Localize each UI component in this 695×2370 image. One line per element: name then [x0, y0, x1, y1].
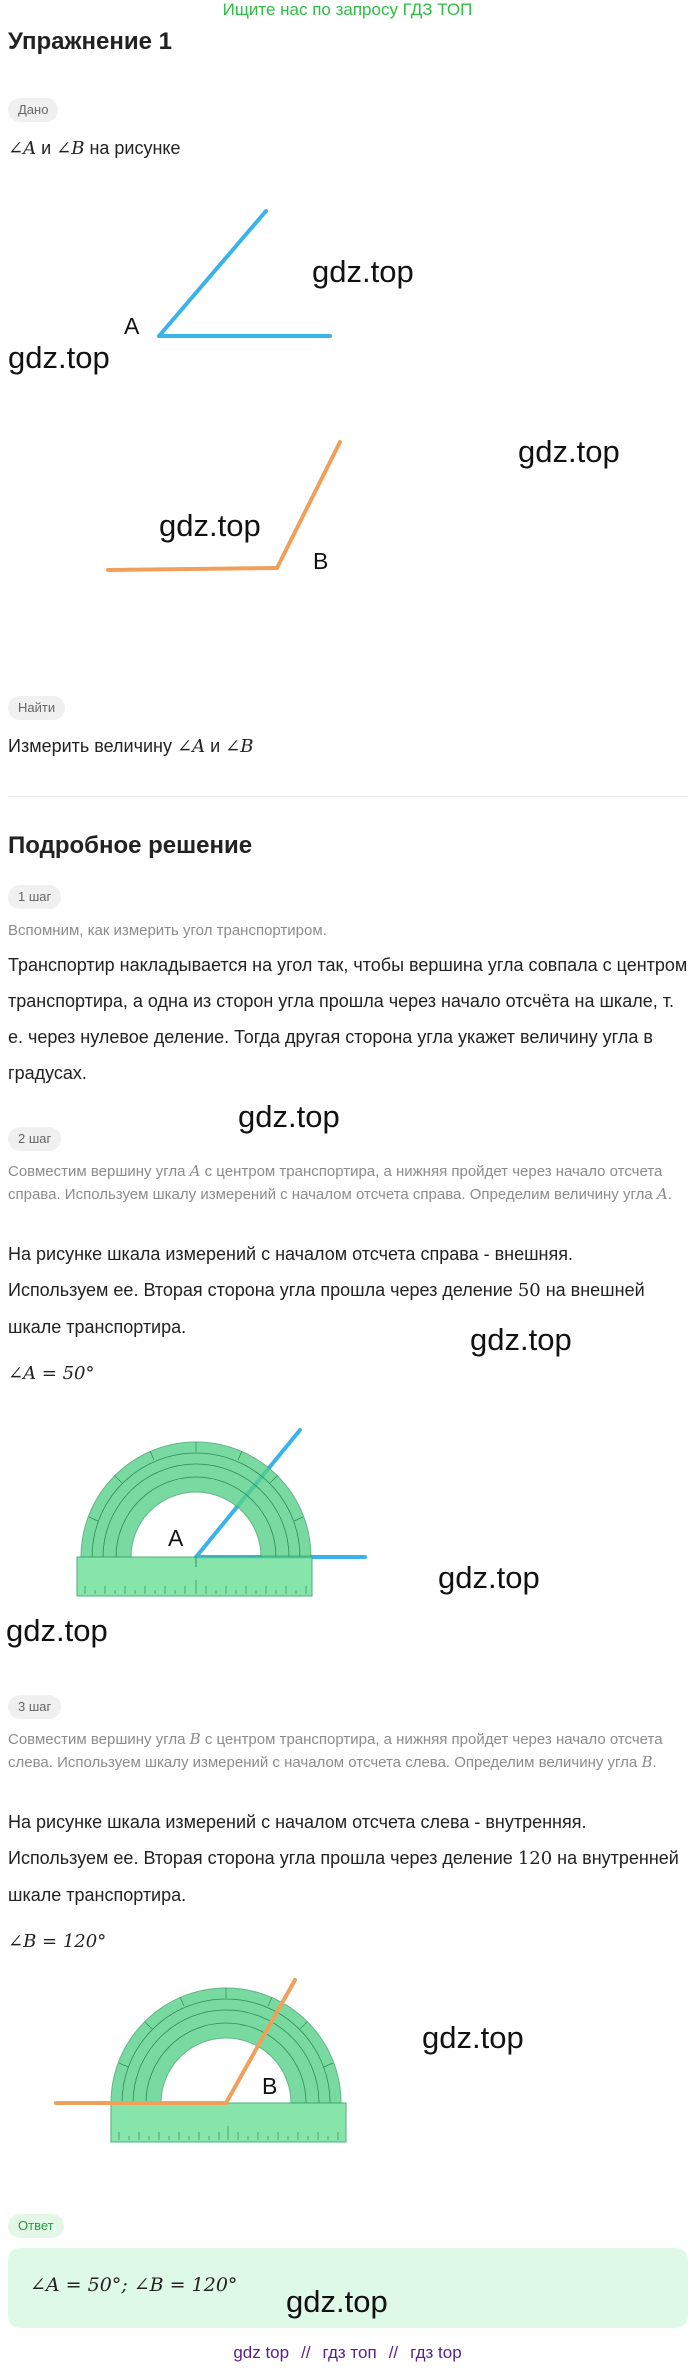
- watermark: gdz.top: [422, 2020, 524, 2055]
- angle-a-symbol: A: [189, 1162, 201, 1180]
- footer-link-gdz-top[interactable]: gdz top: [233, 2343, 290, 2362]
- angle-b-symbol: ∠B: [56, 138, 85, 159]
- step-3-result: ∠B = 120°: [8, 1931, 107, 1952]
- find-chip: Найти: [8, 696, 65, 720]
- angle-a-symbol: ∠A: [176, 736, 206, 757]
- step-2-body: [8, 1236, 688, 1345]
- step-1-hint: Вспомним, как измерить угол транспортиром.: [8, 922, 327, 939]
- section-divider: [8, 796, 688, 797]
- angle-b-symbol: B: [189, 1730, 201, 1748]
- watermark: gdz.top: [518, 434, 620, 469]
- top-search-link[interactable]: Ищите нас по запросу ГДЗ ТОП: [222, 0, 473, 19]
- footer-separator: //: [388, 2343, 399, 2362]
- watermark: gdz.top: [238, 1099, 340, 1134]
- step-3-value: 120: [517, 1848, 553, 1869]
- given-text: [8, 130, 181, 167]
- step-2-body-line: [8, 1272, 688, 1345]
- angle-a-label: A: [124, 313, 140, 339]
- step-2-value: 50: [517, 1280, 541, 1301]
- watermark: gdz.top: [159, 508, 261, 543]
- angle-a-symbol: A: [656, 1185, 668, 1203]
- watermark: gdz.top: [312, 254, 414, 289]
- protractor-b-label: B: [262, 2073, 278, 2099]
- step-2-body-part: Используем ее. Вторая сторона угла прошла через деление: [8, 1280, 518, 1300]
- step-3-body-part: на внутренней шкале транспортира.: [8, 1848, 679, 1905]
- footer-separator: //: [301, 2343, 311, 2362]
- step-2-hint-part: Совместим вершину угла: [8, 1163, 190, 1180]
- step-1-chip: 1 шаг: [8, 885, 61, 909]
- watermark: gdz.top: [438, 1560, 540, 1595]
- watermark: gdz.top: [6, 1613, 108, 1648]
- solution-title: Подробное решение: [8, 832, 253, 859]
- angle-b-symbol: B: [641, 1753, 653, 1771]
- watermark: gdz.top: [8, 340, 110, 375]
- step-3-hint-part: с центром транспортира, а нижняя пройдет через начало отсчета слева. Используем шкалу измерений с началом отсчета слева. Определим величину угла: [8, 1731, 663, 1771]
- step-2-result: ∠A = 50°: [8, 1363, 95, 1384]
- step-1-body: Транспортир накладывается на угол так, чтобы вершина угла совпала с центром транспортира, а одна из сторон угла прошла через начало отсчёта на шкале, т. е. через нулевое деление. Тогда другая сторона угла укажет величину угла в градусах.: [8, 955, 688, 1083]
- step-3-hint-part: .: [652, 1754, 657, 1771]
- step-3-hint: [8, 1728, 688, 1774]
- answer-text: ∠A = 50°; ∠B = 120°: [30, 2274, 238, 2296]
- answer-chip: Ответ: [8, 2214, 64, 2238]
- watermark: gdz.top: [286, 2284, 388, 2319]
- step-2-hint: [8, 1160, 688, 1206]
- footer-links: [0, 2343, 695, 2363]
- protractor-b-figure: [0, 1975, 695, 2175]
- footer-link-gdz-top-ru[interactable]: гдз топ: [322, 2343, 377, 2362]
- step-2-hint-part: с центром транспортира, а нижняя пройдет через начало отсчета справа. Используем шкалу измерений с началом отсчета справа. Определим величину угла: [8, 1163, 663, 1203]
- find-text: [8, 728, 253, 765]
- protractor-a-label: A: [168, 1525, 184, 1551]
- angle-b-label: B: [313, 548, 329, 574]
- step-3-hint-part: Совместим вершину угла: [8, 1731, 190, 1748]
- step-3-chip: 3 шаг: [8, 1695, 61, 1719]
- protractor-a-figure: [0, 1400, 695, 1600]
- step-3-body-line: На рисунке шкала измерений с началом отсчета слева - внутренняя.: [8, 1812, 587, 1832]
- find-and: и: [205, 736, 226, 756]
- given-rest: на рисунке: [84, 138, 181, 158]
- exercise-title: Упражнение 1: [8, 28, 172, 55]
- angle-b-symbol: ∠B: [225, 736, 254, 757]
- find-label: Измерить величину: [8, 736, 177, 756]
- step-3-body-part: Используем ее. Вторая сторона угла прошла через деление: [8, 1848, 518, 1868]
- watermark: gdz.top: [470, 1322, 572, 1357]
- step-2-body-part: на внешней шкале транспортира.: [8, 1280, 645, 1337]
- given-and: и: [36, 138, 57, 158]
- step-2-chip: 2 шаг: [8, 1127, 61, 1151]
- angle-a-symbol: ∠A: [8, 138, 37, 159]
- step-2-hint-part: .: [667, 1186, 672, 1203]
- given-chip: Дано: [8, 98, 58, 122]
- footer-link-gdz-top-mixed[interactable]: гдз top: [410, 2343, 462, 2362]
- step-3-body-line: [8, 1840, 688, 1913]
- step-3-body: [8, 1804, 688, 1913]
- step-2-body-line: На рисунке шкала измерений с началом отсчета справа - внешняя.: [8, 1244, 573, 1264]
